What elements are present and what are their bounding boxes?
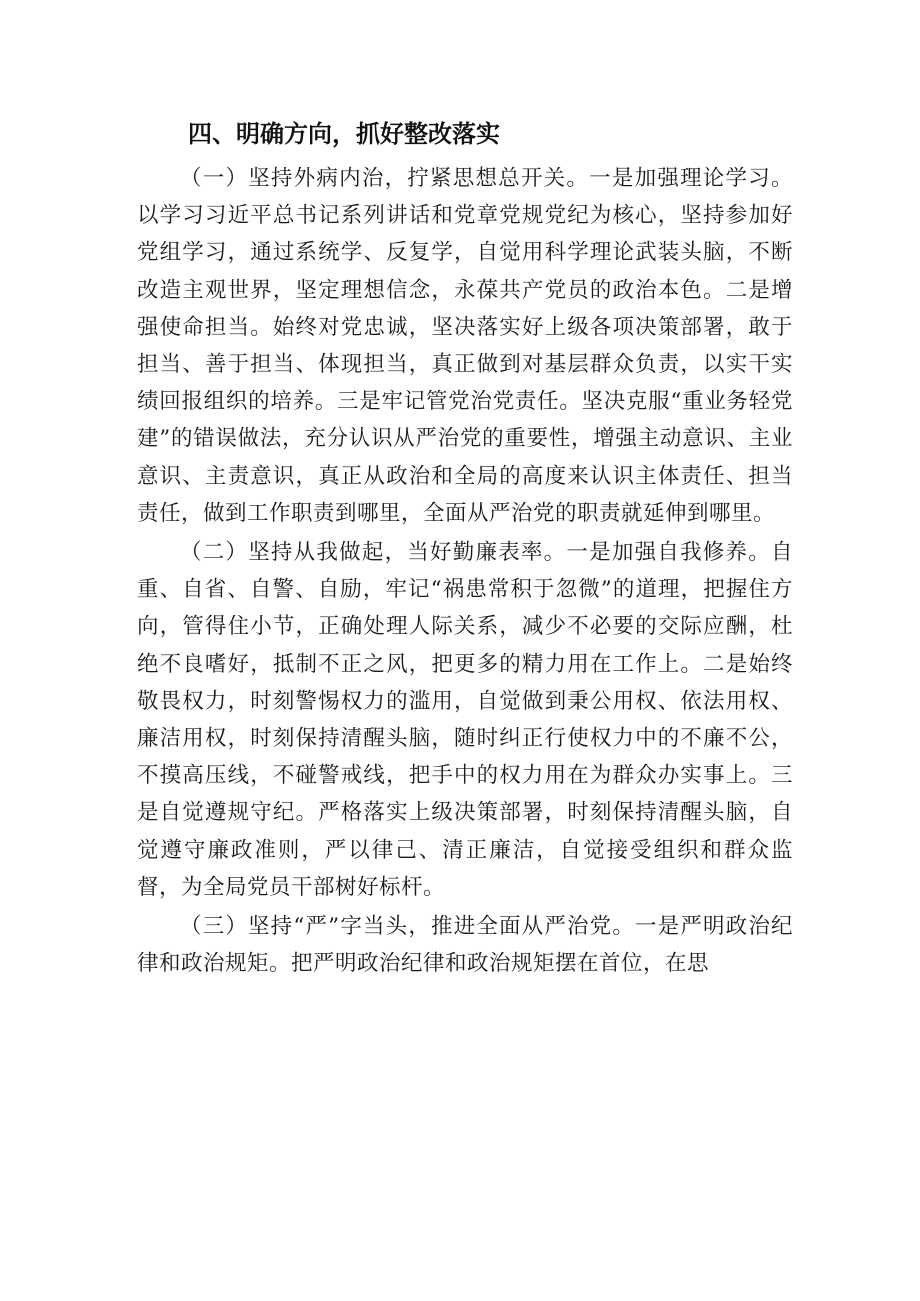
section-heading: 四、明确方向，抓好整改落实 xyxy=(188,120,500,148)
document-body xyxy=(137,160,793,984)
paragraph-3: （三）坚持“严”字当头，推进全面从严治党。一是严明政治纪律和政治规矩。把严明政治纪律和政治规矩摆在首位，在思 xyxy=(137,914,793,977)
paragraph-2: （二）坚持从我做起，当好勤廉表率。一是加强自我修养。自重、自省、自警、自励，牢记“祸患常积于忽微”的道理，把握住方向，管得住小节，正确处理人际关系，减少不必要的交际应酬，杜绝不良嗜好，抵制不正之风，把更多的精力用在工作上。二是始终敬畏权力，时刻警惕权力的滥用，自觉做到秉公用权、依法用权、廉洁用权，时刻保持清醒头脑，随时纠正行使权力中的不廉不公，不摸高压线，不碰警戒线，把手中的权力用在为群众办实事上。三是自觉遵规守纪。严格落实上级决策部署，时刻保持清醒头脑，自觉遵守廉政准则，严以律己、清正廉洁，自觉接受组织和群众监督，为全局党员干部树好标杆。 xyxy=(137,540,793,900)
paragraph-1: （一）坚持外病内治，拧紧思想总开关。一是加强理论学习。以学习习近平总书记系列讲话和党章党规党纪为核心，坚持参加好党组学习，通过系统学、反复学，自觉用科学理论武装头脑，不断改造主观世界，坚定理想信念，永葆共产党员的政治本色。二是增强使命担当。始终对党忠诚，坚决落实好上级各项决策部署，敢于担当、善于担当、体现担当，真正做到对基层群众负责，以实干实绩回报组织的培养。三是牢记管党治党责任。坚决克服“重业务轻党建”的错误做法，充分认识从严治党的重要性，增强主动意识、主业意识、主责意识，真正从政治和全局的高度来认识主体责任、担当责任，做到工作职责到哪里，全面从严治党的职责就延伸到哪里。 xyxy=(137,166,793,526)
